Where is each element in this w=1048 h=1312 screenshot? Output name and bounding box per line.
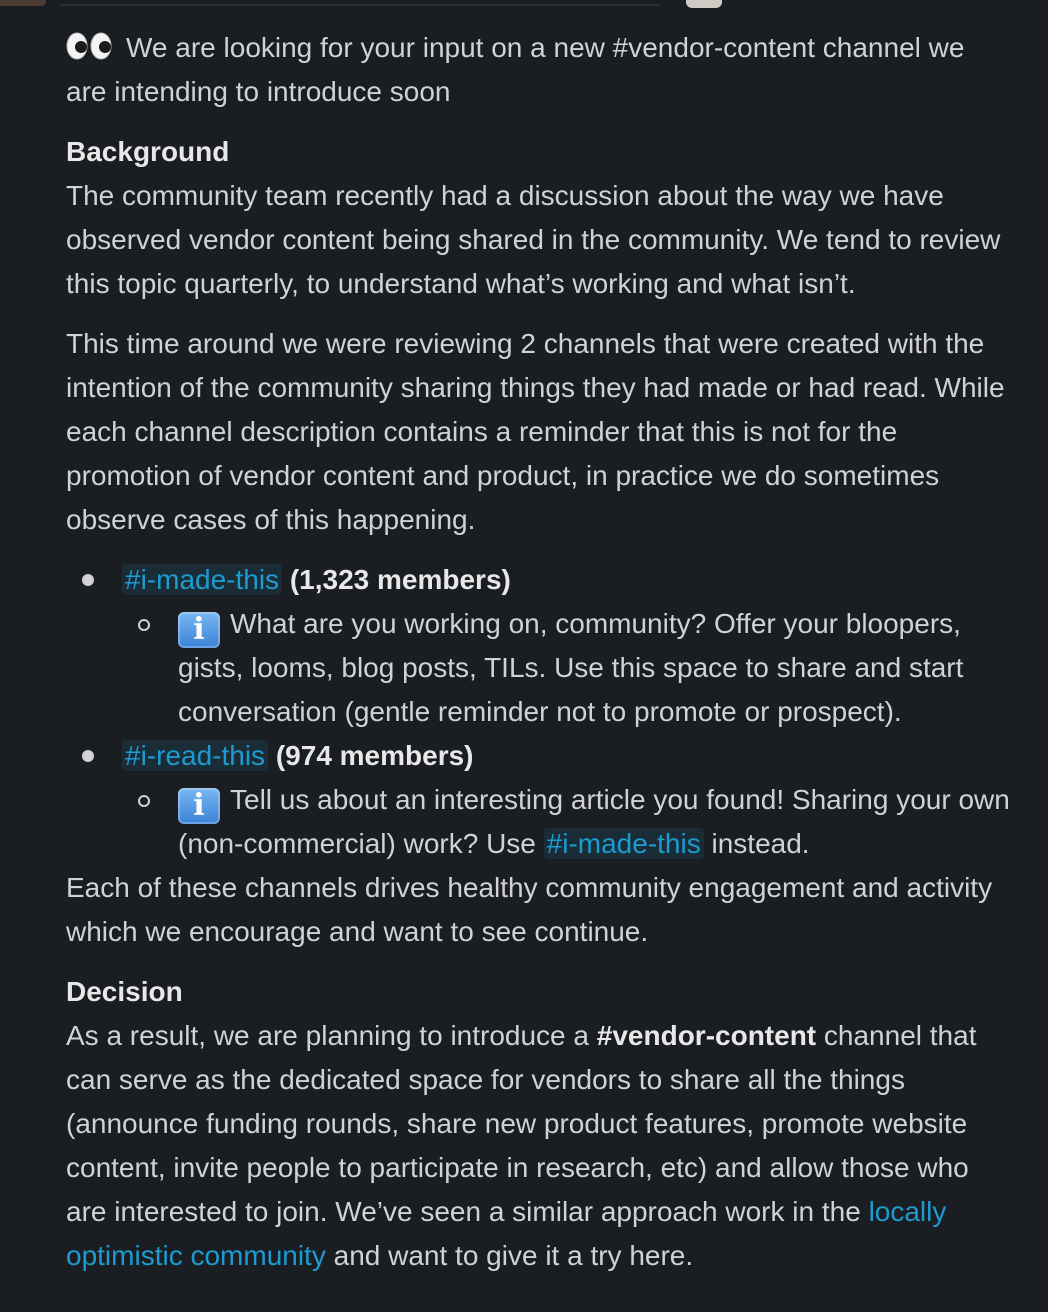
- bullet-icon: [82, 574, 94, 586]
- channel-link-i-read-this[interactable]: #i-read-this: [122, 740, 268, 771]
- decision-text: and want to give it a try here.: [333, 1240, 694, 1271]
- previous-text-fragment: [60, 0, 660, 6]
- bullet-icon: [138, 619, 150, 631]
- channel-description-line: conversation (gentle reminder not to promote or prospect).: [178, 696, 902, 727]
- engagement-line: Each of these channels drives healthy community engagement and activity: [66, 872, 993, 903]
- decision-line: (announce funding rounds, share new product features, promote website: [66, 1108, 968, 1139]
- decision-section: [66, 970, 1048, 1278]
- bullet-icon: [82, 750, 94, 762]
- background-heading: Background: [66, 136, 230, 167]
- channel-list: [66, 558, 1048, 866]
- review-line: intention of the community sharing things they had made or had read. While: [66, 372, 1005, 403]
- eyes-icon: [66, 31, 112, 61]
- channel-description-line: gists, looms, blog posts, TILs. Use this space to share and start: [178, 652, 964, 683]
- avatar[interactable]: [0, 0, 46, 6]
- review-line: This time around we were reviewing 2 channels that were created with the: [66, 328, 985, 359]
- channel-link-i-made-this[interactable]: #i-made-this: [122, 564, 282, 595]
- engagement-line: which we encourage and want to see continue.: [66, 916, 649, 947]
- background-section: [66, 130, 1048, 306]
- background-line: The community team recently had a discussion about the way we have: [66, 180, 944, 211]
- image-thumbnail[interactable]: [686, 0, 722, 8]
- intro-line-1: We are looking for your input on a new #vendor-content channel we: [126, 32, 965, 63]
- message-body: [66, 26, 1048, 1278]
- locally-optimistic-link[interactable]: locally: [868, 1196, 947, 1227]
- list-item: [66, 778, 1048, 866]
- review-line: promotion of vendor content and product, in practice we do sometimes: [66, 460, 940, 491]
- channel-description-line: instead.: [711, 828, 810, 859]
- intro-line-2: are intending to introduce soon: [66, 76, 451, 107]
- review-paragraph: [66, 322, 1048, 542]
- background-line: observed vendor content being shared in the community. We tend to review: [66, 224, 1001, 255]
- decision-heading: Decision: [66, 976, 183, 1007]
- review-line: each channel description contains a reminder that this is not for the: [66, 416, 898, 447]
- info-icon: i: [178, 612, 220, 648]
- decision-line: can serve as the dedicated space for vendors to share all the things: [66, 1064, 905, 1095]
- list-item: [66, 734, 1048, 778]
- decision-text: As a result, we are planning to introduce a: [66, 1020, 589, 1051]
- list-item: [66, 602, 1048, 734]
- member-count: (974 members): [275, 740, 474, 771]
- review-line: observe cases of this happening.: [66, 504, 476, 535]
- previous-message-fragment: [0, 0, 1048, 10]
- channel-description-line: What are you working on, community? Offer your bloopers,: [230, 608, 961, 639]
- channel-description-line: Tell us about an interesting article you found! Sharing your own: [230, 784, 1010, 815]
- member-count: (1,323 members): [289, 564, 511, 595]
- channel-description-line: (non-commercial) work? Use: [178, 828, 536, 859]
- background-line: this topic quarterly, to understand what’s working and what isn’t.: [66, 268, 856, 299]
- locally-optimistic-link[interactable]: optimistic community: [66, 1240, 326, 1271]
- decision-line: content, invite people to participate in research, etc) and allow those who: [66, 1152, 969, 1183]
- channel-link-i-made-this[interactable]: #i-made-this: [544, 828, 704, 859]
- bullet-icon: [138, 795, 150, 807]
- decision-text: are interested to join. We’ve seen a similar approach work in the: [66, 1196, 861, 1227]
- intro-paragraph: [66, 26, 1048, 114]
- decision-text: channel that: [823, 1020, 977, 1051]
- engagement-paragraph: [66, 866, 1048, 954]
- vendor-content-channel-name: #vendor-content: [596, 1020, 817, 1051]
- info-icon: i: [178, 788, 220, 824]
- list-item: [66, 558, 1048, 602]
